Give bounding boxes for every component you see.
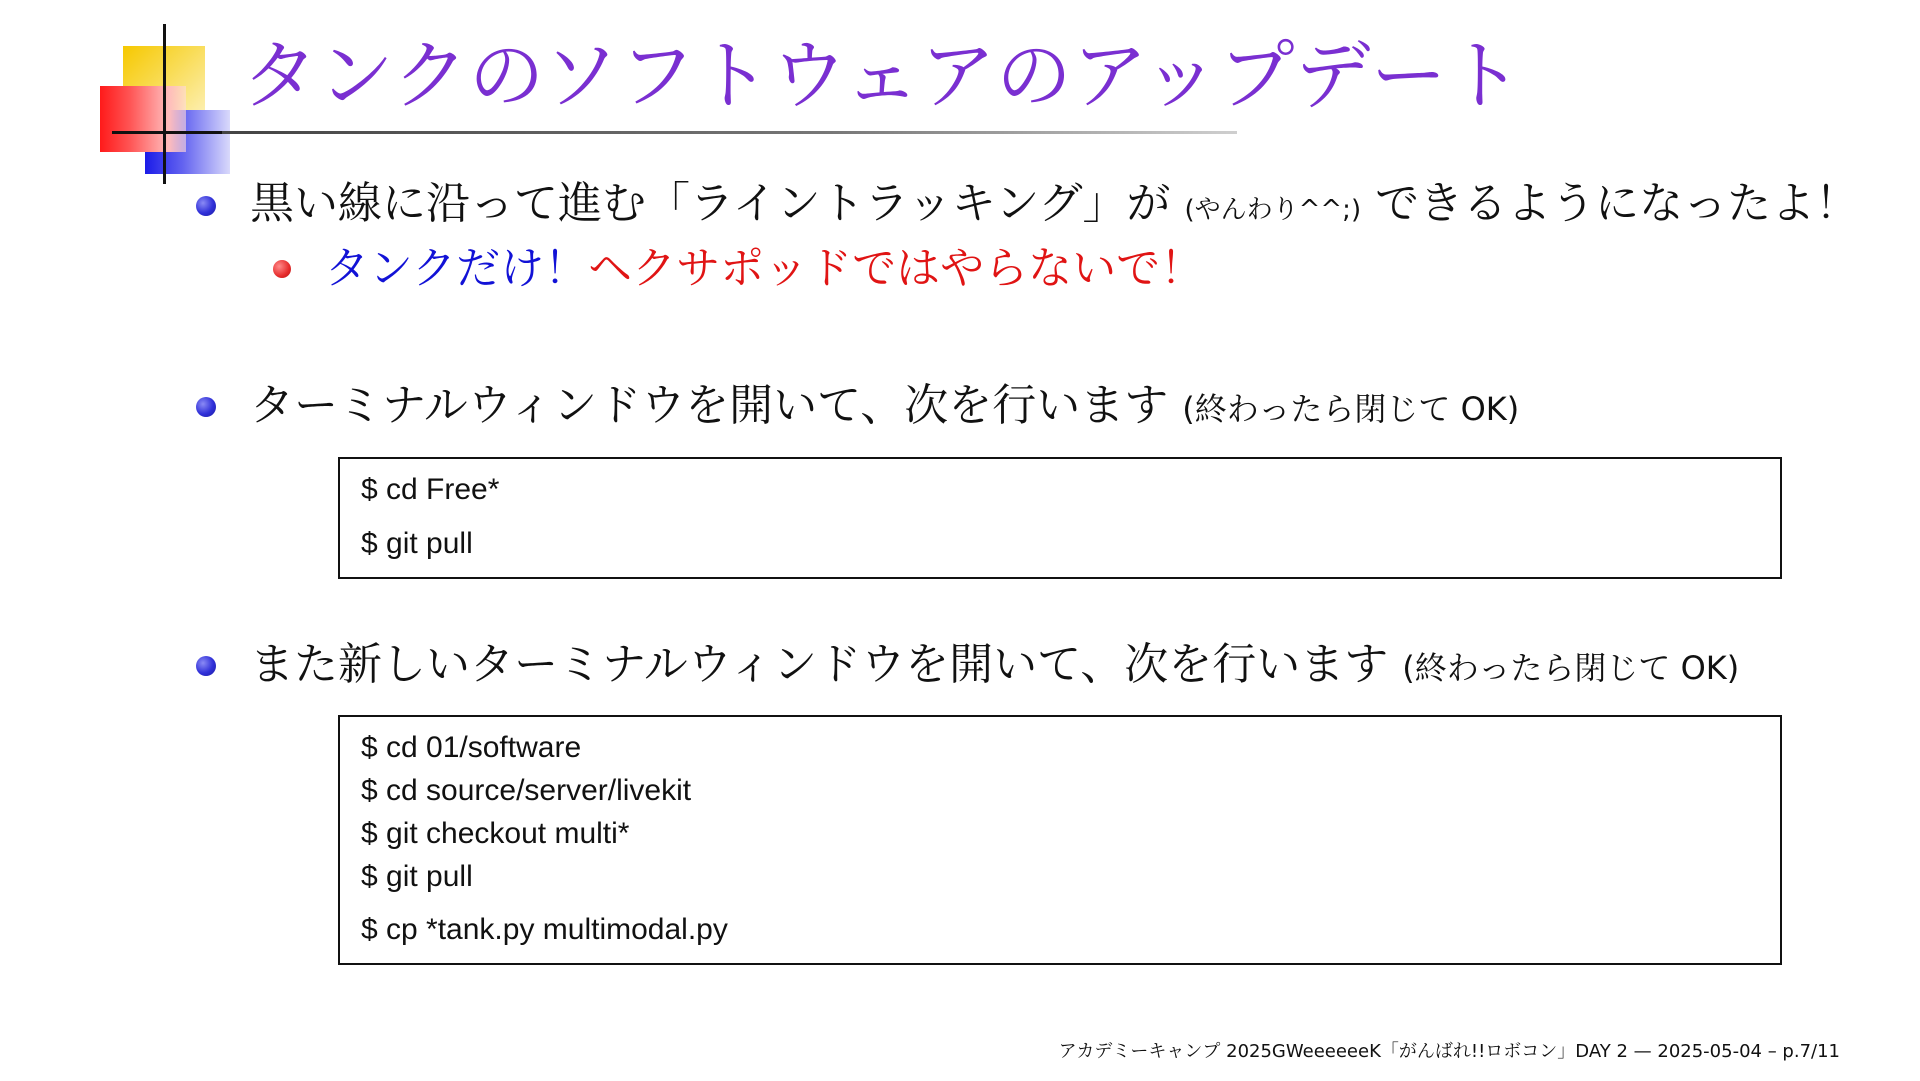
code-line: $ git pull: [361, 527, 473, 560]
code-line: $ cd source/server/livekit: [361, 774, 692, 807]
sub-bullet-icon: [273, 260, 291, 278]
code-line: $ cd 01/software: [361, 731, 582, 764]
code-line: $ cd Free*: [361, 473, 500, 506]
decor-cross-horizontal: [112, 131, 222, 134]
bullet-icon: [196, 656, 216, 676]
code-line: $ git checkout multi*: [361, 817, 630, 850]
bullet-aside: (終わったら閉じて OK): [1182, 390, 1520, 428]
bullet-text-tail: できるようになったよ！: [1361, 178, 1860, 229]
bullet-line-tracking: [250, 176, 1859, 238]
bullet-aside: (終わったら閉じて OK): [1402, 649, 1740, 687]
bullet-text: 黒い線に沿って進む「ライントラッキング」が: [250, 178, 1185, 229]
bullet-aside: (やんわり^^;): [1184, 195, 1362, 225]
bullet-icon: [196, 196, 216, 216]
warning-not-hexapod: ヘクサポッドではやらないで！: [588, 243, 1205, 294]
decor-red-square: [100, 86, 186, 152]
bullet-text: ターミナルウィンドウを開いて、次を行います: [250, 380, 1183, 431]
title-underline: [222, 131, 1237, 134]
bullet-open-terminal: [250, 378, 1519, 437]
sub-bullet-warning: [325, 241, 1204, 297]
decor-cross-vertical: [163, 24, 166, 184]
slide-title: タンクのソフトウェアのアップデート: [242, 31, 1523, 120]
bullet-open-new-terminal: [250, 637, 1739, 696]
code-line: $ cp *tank.py multimodal.py: [361, 913, 728, 946]
bullet-icon: [196, 397, 216, 417]
code-block-1: [338, 457, 1782, 579]
code-line: $ git pull: [361, 860, 473, 893]
bullet-text: また新しいターミナルウィンドウを開いて、次を行います: [250, 639, 1403, 690]
slide-footer: アカデミーキャンプ 2025GWeeeeeeK「がんばれ!!ロボコン」DAY 2 — 2025-05-04 – p.7/11: [1058, 1041, 1840, 1062]
code-block-2: [338, 715, 1782, 965]
warning-tank-only: タンクだけ！: [325, 243, 589, 294]
